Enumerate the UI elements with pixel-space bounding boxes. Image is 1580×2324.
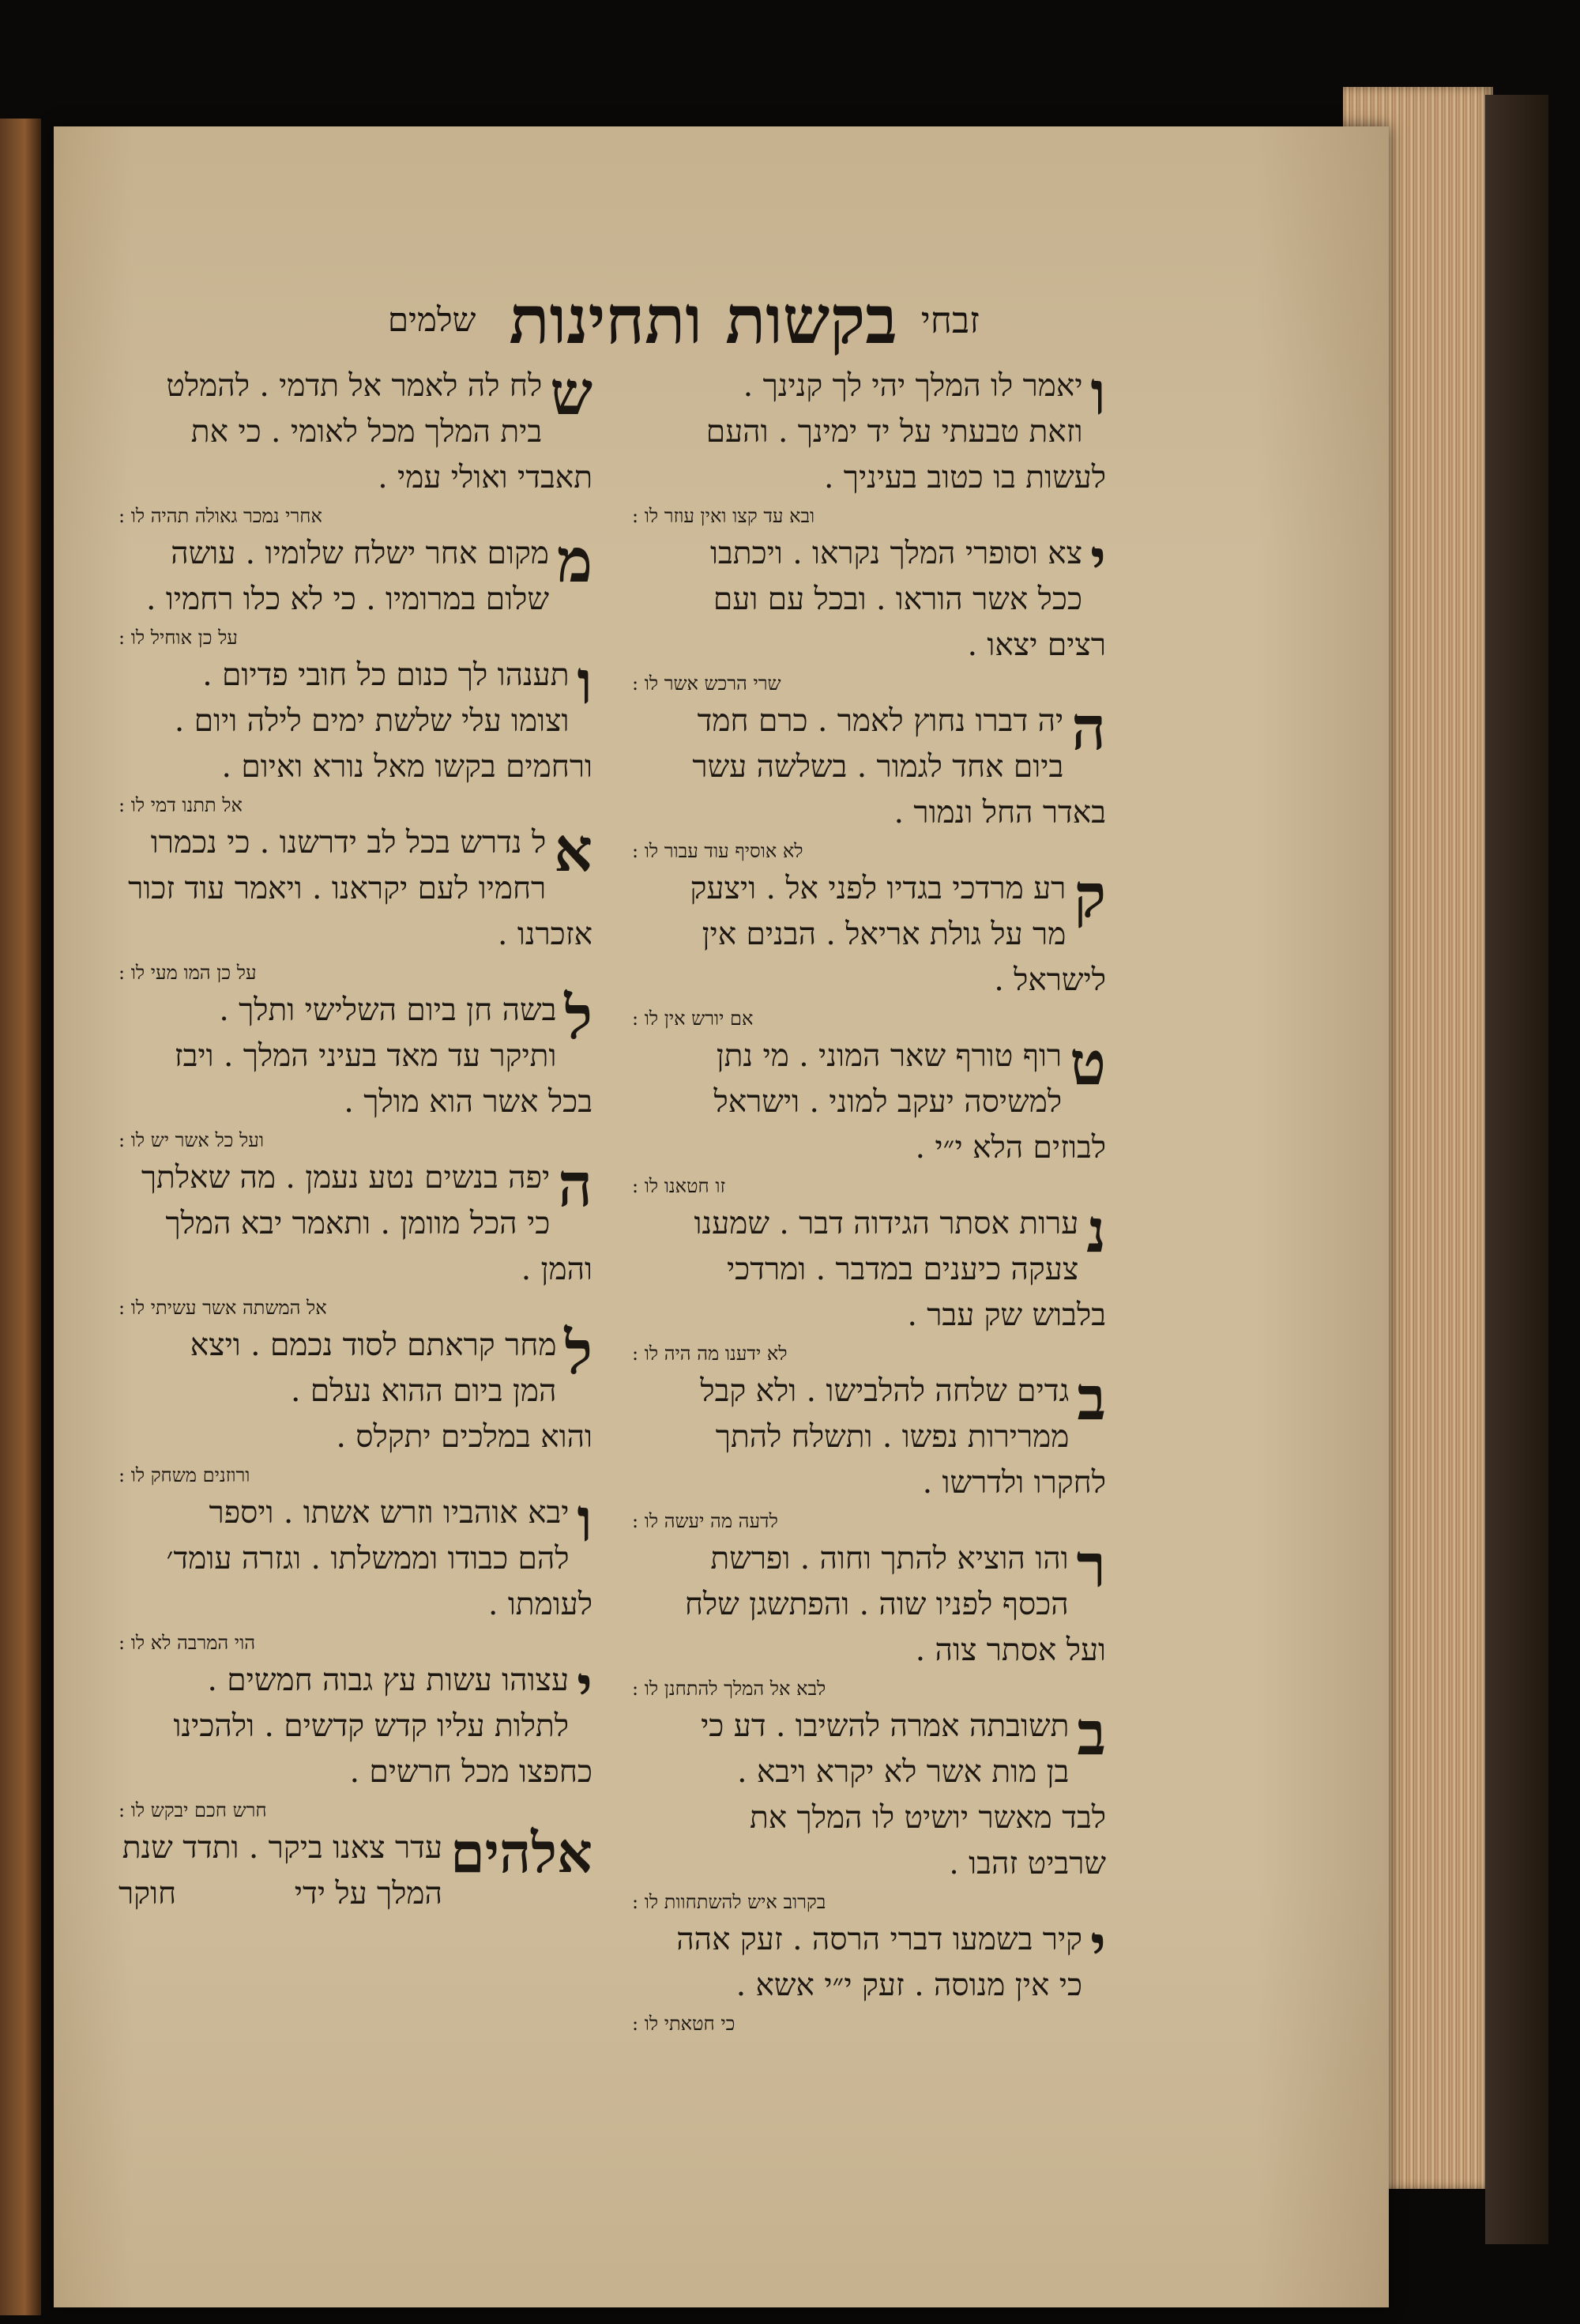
verse-line: תאבדי ואולי עמי .	[378, 460, 592, 495]
stanza-initial-letter: ב	[1077, 1698, 1106, 1768]
refrain-text: אם יורש אין לו :	[632, 1008, 754, 1030]
stanza-initial-letter: ש	[550, 358, 592, 428]
closing-big-word: אלהים	[450, 1820, 592, 1885]
stanza-refrain	[632, 1171, 1106, 1201]
verse-line: ורחמים בקשו מאל נורא ואיום .	[221, 749, 592, 785]
stanza-refrain	[118, 958, 592, 988]
stanza-initial-letter: נ	[1086, 1196, 1106, 1266]
refrain-text: אל תתנו דמי לו :	[118, 794, 243, 816]
verse-line: ל נדרש בכל לב ידרשנו . כי נכמרו	[150, 825, 547, 861]
stanza-initial-letter: ר	[1076, 1531, 1106, 1601]
stanza	[632, 693, 1106, 866]
verse-line: ממרירות נפשו . ותשלח להתך	[715, 1419, 1070, 1455]
verse-line: ועל אסתר צוה .	[915, 1633, 1106, 1668]
stanza-refrain	[118, 790, 592, 820]
right-column	[632, 358, 1106, 2039]
verse-line: יבא אוהביו וזרש אשתו . ויספר	[209, 1495, 570, 1531]
verse-line: יאמר לו המלך יהי לך קנינך .	[743, 368, 1083, 404]
verse-line: בית המלך מכל לאומי . כי את	[190, 414, 543, 450]
running-head-title: בקשות ותחינות	[509, 281, 897, 359]
verse-line: לעומתו .	[488, 1587, 592, 1622]
stanza-refrain	[632, 1674, 1106, 1704]
verse-line: כחפצו מכל חרשים .	[349, 1754, 592, 1790]
verse-line: מחר קראתם לסוד נכמם . ויצא	[190, 1328, 557, 1363]
stanza	[118, 525, 592, 653]
verse-line: אזכרנו .	[498, 917, 592, 952]
refrain-text: לבא אל המלך להתחנן לו :	[632, 1678, 826, 1700]
verse-line: והמן .	[521, 1252, 592, 1287]
stanza-initial-letter: מ	[556, 525, 592, 596]
stanza	[118, 647, 592, 820]
verse-line: המן ביום ההוא נעלם .	[291, 1373, 557, 1409]
refrain-text: על כן אוחיל לו :	[118, 627, 238, 649]
running-head-word2: שלמים	[387, 300, 476, 339]
verse-line: למשיסה יעקב למוני . וישראל	[713, 1084, 1063, 1120]
verse-line: ותיקר עד מאד בעיני המלך . ויבז	[174, 1038, 557, 1074]
verse-line: כי הכל מוומן . ותאמר יבא המלך	[165, 1206, 551, 1241]
verse-line: לחקרו ולדרשו .	[922, 1465, 1106, 1501]
verse-line: לעשות בו כטוב בעיניך .	[824, 460, 1106, 495]
verse-line: תענהו לך כנום כל חובי פדיום .	[202, 657, 570, 693]
stanza	[118, 1317, 592, 1490]
stanza	[632, 1912, 1106, 2039]
refrain-text: לדעה מה יעשה לו :	[632, 1510, 778, 1532]
verse-line: צא וסופרי המלך נקראו . ויכתבו	[710, 536, 1083, 571]
verse-line: וזאת טבעתי על יד ימינך . והעם	[705, 414, 1083, 450]
stanza-initial-letter: י	[1090, 525, 1106, 596]
verse-line: רוף טורף שאר המוני . מי נתן	[716, 1038, 1063, 1074]
closing-stanza	[118, 1820, 592, 1917]
verse-line: לבד מאשר יושיט לו המלך את	[749, 1800, 1106, 1836]
stanza-refrain	[632, 1004, 1106, 1034]
refrain-text: ורוזנים משחק לו :	[118, 1464, 250, 1486]
verse-line: והוא במלכים יתקלס .	[336, 1419, 592, 1455]
stanza-initial-letter: ל	[564, 1317, 592, 1388]
refrain-text: לא ידענו מה היה לו :	[632, 1343, 788, 1365]
refrain-text: ובא עד קצו ואין עוזר לו :	[632, 505, 815, 527]
stanza-initial-letter: י	[1090, 1912, 1106, 1982]
verse-line: שרביט זהבו .	[949, 1846, 1106, 1881]
refrain-text: שרי הרכש אשר לו :	[632, 672, 781, 695]
verse-line: יפה בנשים נטע נעמן . מה שאלתך	[141, 1160, 551, 1196]
refrain-text: זו חטאנו לו :	[632, 1175, 726, 1197]
stanza-refrain	[632, 1887, 1106, 1917]
stanza-refrain	[632, 669, 1106, 699]
stanza-initial-letter: ל	[564, 982, 592, 1053]
verse-line: יה דברו נחוץ לאמר . כרם חמד	[697, 703, 1064, 739]
verse-line: והו הוציא להתך וחוה . ופרשת	[710, 1541, 1069, 1576]
stanza-initial-letter: ה	[1071, 693, 1106, 763]
running-head	[269, 281, 980, 359]
verse-line: שלום במרומיו . כי לא כלו רחמיו .	[146, 582, 549, 617]
refrain-text: כי חטאתי לו :	[632, 2013, 735, 2035]
left-page-edge	[0, 119, 41, 2315]
verse-line: עצוהו עשות עץ גבוה חמשים .	[207, 1663, 570, 1698]
refrain-text: אל המשתה אשר עשיתי לו :	[118, 1297, 327, 1319]
verse-line: רצים יצאו .	[967, 627, 1106, 663]
stanza	[118, 1652, 592, 1825]
verse-line: בשה חן ביום השלישי ותלך .	[219, 993, 557, 1028]
stanza-refrain	[632, 501, 1106, 531]
stanza-refrain	[118, 623, 592, 653]
verse-line: גדים שלחה להלבישו . ולא קבל	[700, 1373, 1070, 1409]
refrain-text: אחרי נמכר גאולה תהיה לו :	[118, 505, 322, 527]
verse-line: מר על גולת אריאל . הבנים אין	[702, 917, 1066, 952]
verse-line: רחמיו לעם יקראנו . ויאמר עוד זכור	[128, 871, 547, 906]
stanza	[632, 1196, 1106, 1369]
refrain-text: בקרוב איש להשתחוות לו :	[632, 1891, 826, 1913]
verse-line: צעקה כיענים במדבר . ומרדכי	[726, 1252, 1079, 1287]
verse-line: לבוזים הלא י״י .	[915, 1130, 1106, 1166]
stanza-refrain	[118, 1628, 592, 1658]
refrain-text: על כן המו מעי לו :	[118, 962, 257, 984]
stanza	[632, 525, 1106, 699]
verse-line: קיר בשמעו דברי הרסה . זעק אהה	[676, 1922, 1083, 1957]
verse-line: תשובתה אמרה להשיבו . דע כי	[701, 1708, 1070, 1744]
verse-line: הכסף לפניו שוה . והפתשגן שלח	[684, 1587, 1069, 1622]
stanza-initial-letter: י	[577, 1652, 592, 1723]
stanza-initial-letter: ק	[1074, 861, 1106, 931]
refrain-text: חרש חכם יבקש לו :	[118, 1799, 267, 1821]
refrain-text: ועל כל אשר יש לו :	[118, 1129, 264, 1151]
stanza-initial-letter: ב	[1077, 1363, 1106, 1433]
verse-line: באדר החל ונמור .	[893, 795, 1106, 831]
verse-line: בן מות אשר לא יקרא ויבא .	[737, 1754, 1070, 1790]
verse-line: ערות אסתר הגידוה דבר . שמענו	[694, 1206, 1079, 1241]
stanza-initial-letter: ט	[1070, 1028, 1106, 1098]
stanza-refrain	[632, 836, 1106, 866]
stanza-refrain	[632, 1506, 1106, 1536]
stanza-refrain	[118, 1125, 592, 1155]
catchword: חוקר	[118, 1876, 177, 1912]
stanza-refrain	[118, 1460, 592, 1490]
stanza	[632, 1028, 1106, 1201]
closing-line-2-text: המלך על ידי	[294, 1876, 442, 1912]
stanza-initial-letter: ה	[558, 1150, 592, 1220]
verse-line: וצומו עלי שלשת ימים לילה ויום .	[174, 703, 570, 739]
stanza-refrain	[118, 1293, 592, 1323]
left-column	[118, 358, 592, 1917]
verse-line: לח לה לאמר אל תדמי . להמלט	[166, 368, 543, 404]
stanza	[632, 1698, 1106, 1917]
stanza	[118, 1150, 592, 1323]
verse-line: מקום אחר ישלח שלומיו . עושה	[171, 536, 549, 571]
stanza-initial-letter: ו	[577, 647, 592, 718]
verse-line: לישראל .	[994, 962, 1106, 998]
stanza	[118, 982, 592, 1155]
closing-line-1: עדר צאנו ביקר . ותדד שנת	[122, 1830, 442, 1866]
stanza-refrain	[118, 501, 592, 531]
stanza	[118, 1485, 592, 1658]
stanza-refrain	[632, 2009, 1106, 2039]
book-cover-board	[1485, 95, 1548, 2244]
verse-line: רע מרדכי בגדיו לפני אל . ויצעק	[690, 871, 1066, 906]
stanza-refrain	[632, 1339, 1106, 1369]
stanza-initial-letter: ו	[1090, 358, 1106, 428]
verse-line: כי אין מנוסה . זעק י״י אשא .	[735, 1968, 1083, 2003]
stanza	[632, 358, 1106, 531]
verse-line: ביום אחד לגמור . בשלשה עשר	[692, 749, 1064, 785]
verse-line: בכל אשר הוא מולך .	[344, 1084, 592, 1120]
running-head-word1: זבחי	[920, 299, 980, 341]
verse-line: להם כבודו וממשלתו . וגזרה עומד׳	[166, 1541, 570, 1576]
verse-line: בלבוש שק עבר .	[907, 1298, 1106, 1333]
refrain-text: לא אוסיף עוד עבור לו :	[632, 840, 803, 862]
closing-line-2	[118, 1871, 442, 1917]
stanza	[632, 861, 1106, 1034]
refrain-text: הוי המרבה לא לו :	[118, 1632, 256, 1654]
stanza	[118, 358, 592, 531]
stanza-initial-letter: ו	[577, 1485, 592, 1555]
stanza	[632, 1363, 1106, 1536]
stanza	[118, 815, 592, 988]
verse-line: לתלות עליו קדש קדשים . ולהכינו	[173, 1708, 570, 1744]
stanza-initial-letter: א	[554, 815, 592, 885]
stanza	[632, 1531, 1106, 1704]
verse-line: ככל אשר הוראו . ובכל עם ועם	[713, 582, 1083, 617]
